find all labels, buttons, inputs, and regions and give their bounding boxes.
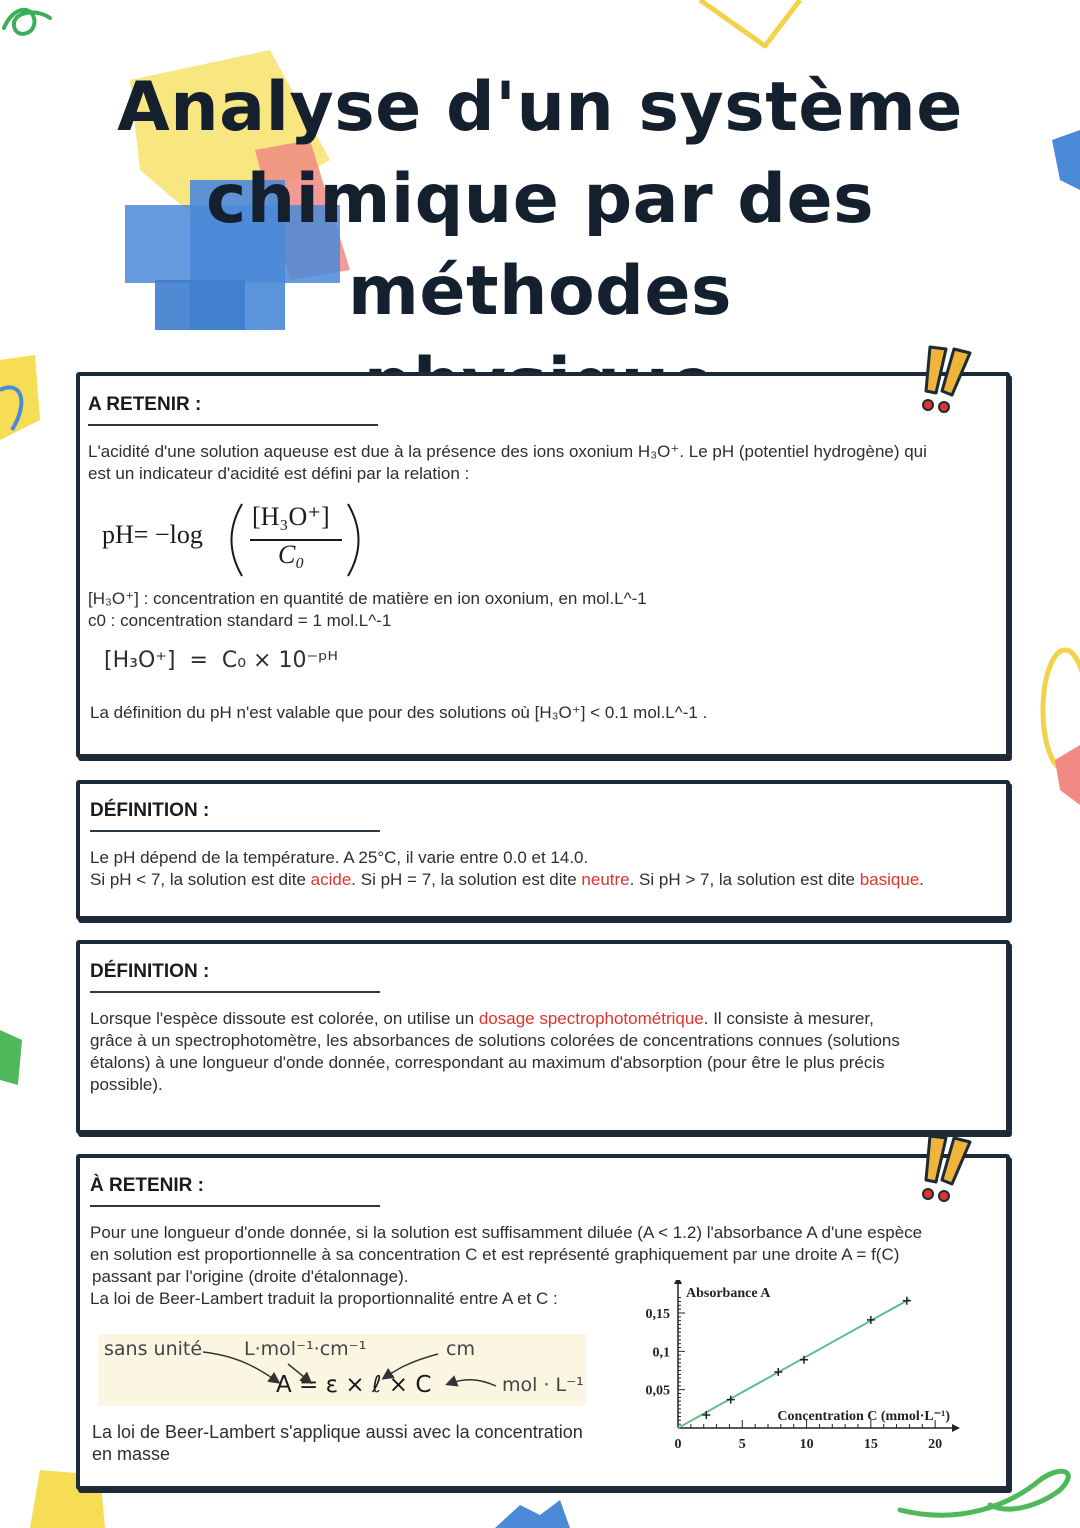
ph-formula-lhs: pH= −log [102,520,203,549]
box3-line-4: possible). [90,1075,163,1094]
x-axis-arrow [952,1424,960,1432]
x-tick-label: 20 [928,1437,943,1452]
ph-formula-numerator: [H₃O⁺] [252,502,330,531]
box1-def-line-2: c0 : concentration standard = 1 mol.L^-1 [88,611,392,630]
box2-l2-b: . Si pH = 7, la solution est dite [351,870,582,889]
box1-intro-line-2: est un indicateur d'acidité est défini par la relation : [88,464,470,483]
box4-line-1: Pour une longueur d'onde donnée, si la solution est suffisamment diluée (A < 1.2) l'absorbance A d'une espèce [90,1223,923,1242]
box1-note: La définition du pH n'est valable que pour des solutions où [H₃O⁺] < 0.1 mol.L^-1 . [90,703,708,722]
y-axis-label: Absorbance A [686,1286,771,1301]
exclamation-icon [912,345,982,415]
box4-line-3: passant par l'origine (droite d'étalonnage). [92,1267,409,1286]
box4-line-4: La loi de Beer-Lambert traduit la proportionnalité entre A et C : [90,1289,558,1308]
box4-heading: À RETENIR : [90,1175,204,1196]
box4-heading-underline [90,1205,380,1207]
box2-line-1: Le pH dépend de la température. A 25°C, il varie entre 0.0 et 14.0. [90,848,589,867]
box1-intro-line-1: L'acidité d'une solution aqueuse est due à la présence des ions oxonium H₃O⁺. Le pH (potentiel hydrogène) qui [88,442,927,461]
x-axis-label: Concentration C (mmol·L⁻¹) [777,1409,950,1424]
h3o-formula: [H₃O⁺] = C₀ × 10⁻ᵖᴴ [104,648,338,673]
box1-def-line-1: [H₃O⁺] : concentration en quantité de matière en ion oxonium, en mol.L^-1 [88,589,647,608]
beer-cm: cm [446,1338,475,1360]
beer-epsilon-unit: L·mol⁻¹·cm⁻¹ [244,1338,367,1360]
box3-line-3: étalons) à une longueur d'onde donnée, correspondant au maximum d'absorption (pour être le plus précis [90,1053,885,1072]
calibration-chart [630,1280,960,1470]
beer-lambert-formula-panel [98,1334,586,1406]
beer-arrows [98,1334,586,1406]
ph-formula-denominator: C₀ [278,540,305,569]
y-tick-label: 0,05 [645,1383,670,1399]
data-point [903,1297,911,1305]
box3-l1-b: . Il consiste à mesurer, [703,1009,874,1028]
basique-word: basique [859,870,920,889]
box2-l2-d: . [919,870,925,889]
box1-heading: A RETENIR : [88,394,202,415]
y-axis-arrow [674,1280,682,1284]
y-tick-label: 0,15 [645,1307,670,1322]
y-tick-label: 0,1 [652,1345,670,1361]
title-line-2: chimique par des méthodes [205,160,875,331]
beer-sans-unite: sans unité [104,1338,203,1360]
dosage-spectro-word: dosage spectrophotométrique [478,1009,704,1028]
ph-formula [102,500,382,580]
data-point [702,1411,710,1419]
box1-heading-underline [88,424,378,426]
x-tick-label: 15 [863,1437,878,1452]
beer-mol-unit: mol · L⁻¹ [502,1374,584,1396]
x-tick-label: 0 [674,1437,682,1452]
box2-heading: DÉFINITION : [90,800,210,821]
box2-heading-underline [90,830,380,832]
box2-l2-c: . Si pH > 7, la solution est dite [629,870,860,889]
exclamation-icon [912,1134,982,1204]
neutre-word: neutre [581,870,630,889]
acide-word: acide [310,870,352,889]
box4-footer-line-1: La loi de Beer-Lambert s'applique aussi avec la concentration [92,1422,583,1442]
beer-formula: A = ε × ℓ × C [276,1372,432,1398]
box2-line-2 [90,869,924,891]
box3-line-2: grâce à un spectrophotomètre, les absorbances de solutions colorées de concentrations connues (solutions [90,1031,900,1050]
box3-heading: DÉFINITION : [90,961,210,982]
box3-l1-a: Lorsque l'espèce dissoute est colorée, on utilise un [90,1009,479,1028]
x-tick-label: 10 [799,1437,814,1452]
x-tick-label: 5 [738,1437,746,1452]
box3-line-1 [90,1008,985,1030]
title-line-1: Analyse d'un système [117,68,963,147]
box4-line-2: en solution est proportionnelle à sa concentration C et est représenté graphiquement par une droite A = f(C) [90,1245,900,1264]
box4-footer-line-2: en masse [92,1444,171,1464]
box3-heading-underline [90,991,380,993]
box2-l2-a: Si pH < 7, la solution est dite [90,870,311,889]
